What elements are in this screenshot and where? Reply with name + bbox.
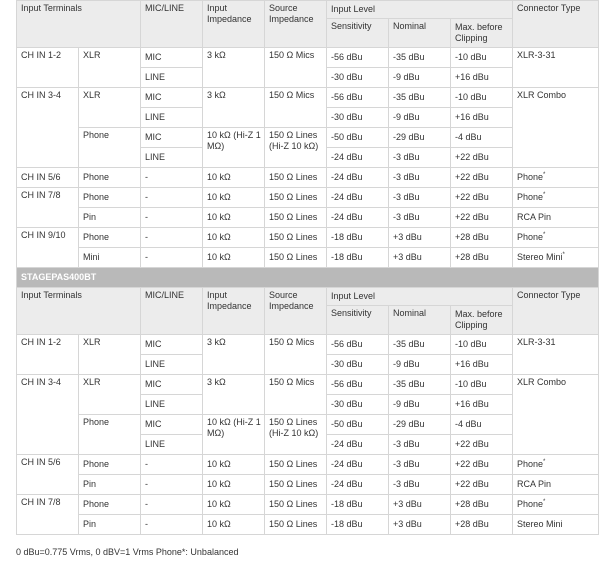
sensitivity-cell: -18 dBu: [327, 495, 389, 515]
source-impedance-cell: 150 Ω Lines: [265, 208, 327, 228]
nominal-cell: +3 dBu: [389, 228, 451, 248]
nominal-cell: -35 dBu: [389, 48, 451, 68]
mic-line-cell: LINE: [141, 355, 203, 375]
mic-line-cell: MIC: [141, 128, 203, 148]
mic-line-cell: -: [141, 188, 203, 208]
mic-line-cell: LINE: [141, 395, 203, 415]
input-impedance-cell: 10 kΩ: [203, 455, 265, 475]
nominal-cell: -3 dBu: [389, 208, 451, 228]
nominal-cell: -9 dBu: [389, 108, 451, 128]
header-input-level: Input Level: [327, 1, 513, 19]
header-row: [17, 1, 599, 19]
source-impedance-cell: 150 Ω Lines: [265, 168, 327, 188]
mic-line-cell: MIC: [141, 48, 203, 68]
nominal-cell: -3 dBu: [389, 475, 451, 495]
table-row: [17, 515, 599, 535]
table-row: [17, 208, 599, 228]
source-impedance-cell: 150 Ω Mics: [265, 48, 327, 88]
sensitivity-cell: -24 dBu: [327, 455, 389, 475]
connector-label: RCA Pin: [517, 479, 552, 489]
input-impedance-cell: 10 kΩ: [203, 188, 265, 208]
terminal-cell: XLR: [79, 375, 141, 415]
terminal-cell: Pin: [79, 515, 141, 535]
sensitivity-cell: -56 dBu: [327, 88, 389, 108]
channel-cell: CH IN 3-4: [17, 375, 79, 455]
source-impedance-cell: 150 Ω Lines: [265, 228, 327, 248]
source-impedance-cell: 150 Ω Lines: [265, 248, 327, 268]
nominal-cell: -35 dBu: [389, 375, 451, 395]
header-nominal: Nominal: [389, 306, 451, 335]
header-input-terminals: Input Terminals: [17, 288, 141, 335]
connector-cell: [513, 188, 599, 208]
max-clipping-cell: +22 dBu: [451, 455, 513, 475]
table-row: [17, 248, 599, 268]
table-row: [17, 375, 599, 395]
terminal-cell: XLR: [79, 88, 141, 128]
max-clipping-cell: +22 dBu: [451, 475, 513, 495]
sensitivity-cell: -24 dBu: [327, 168, 389, 188]
header-input-impedance: Input Impedance: [203, 288, 265, 335]
terminal-cell: Phone: [79, 455, 141, 475]
max-clipping-cell: -4 dBu: [451, 415, 513, 435]
input-impedance-cell: 10 kΩ (Hi-Z 1 MΩ): [203, 415, 265, 455]
input-impedance-cell: 10 kΩ: [203, 208, 265, 228]
nominal-cell: -3 dBu: [389, 168, 451, 188]
section-header-row: [17, 268, 599, 288]
sensitivity-cell: -50 dBu: [327, 128, 389, 148]
header-max-before-clipping: Max. before Clipping: [451, 306, 513, 335]
sensitivity-cell: -24 dBu: [327, 475, 389, 495]
header-connector-type: Connector Type: [513, 288, 599, 335]
terminal-cell: Pin: [79, 208, 141, 228]
footnote-marker: *: [543, 232, 546, 238]
nominal-cell: +3 dBu: [389, 515, 451, 535]
channel-cell: CH IN 3-4: [17, 88, 79, 168]
mic-line-cell: MIC: [141, 88, 203, 108]
max-clipping-cell: -10 dBu: [451, 335, 513, 355]
nominal-cell: -9 dBu: [389, 395, 451, 415]
nominal-cell: -35 dBu: [389, 88, 451, 108]
input-impedance-cell: 3 kΩ: [203, 88, 265, 128]
sensitivity-cell: -24 dBu: [327, 148, 389, 168]
channel-cell: CH IN 1-2: [17, 48, 79, 88]
mic-line-cell: LINE: [141, 108, 203, 128]
sensitivity-cell: -24 dBu: [327, 435, 389, 455]
source-impedance-cell: 150 Ω Lines (Hi-Z 10 kΩ): [265, 128, 327, 168]
nominal-cell: -9 dBu: [389, 355, 451, 375]
connector-label: Phone: [517, 232, 544, 242]
max-clipping-cell: -10 dBu: [451, 88, 513, 108]
footnote-marker: *: [543, 192, 546, 198]
connector-label: XLR-3-31: [517, 337, 556, 347]
table-row: [17, 495, 599, 515]
terminal-cell: Mini: [79, 248, 141, 268]
footnote-marker: *: [543, 459, 546, 465]
table-row: [17, 128, 599, 148]
connector-label: Phone: [517, 192, 544, 202]
input-impedance-cell: 3 kΩ: [203, 335, 265, 375]
max-clipping-cell: +28 dBu: [451, 228, 513, 248]
nominal-cell: -29 dBu: [389, 415, 451, 435]
terminal-cell: Phone: [79, 168, 141, 188]
mic-line-cell: -: [141, 248, 203, 268]
terminal-cell: Phone: [79, 228, 141, 248]
sensitivity-cell: -56 dBu: [327, 375, 389, 395]
header-sensitivity: Sensitivity: [327, 306, 389, 335]
sensitivity-cell: -30 dBu: [327, 68, 389, 88]
connector-cell: [513, 515, 599, 535]
mic-line-cell: MIC: [141, 335, 203, 355]
max-clipping-cell: +22 dBu: [451, 148, 513, 168]
max-clipping-cell: +16 dBu: [451, 68, 513, 88]
mic-line-cell: -: [141, 495, 203, 515]
connector-cell: [513, 48, 599, 88]
connector-label: RCA Pin: [517, 212, 552, 222]
max-clipping-cell: -10 dBu: [451, 48, 513, 68]
mic-line-cell: -: [141, 515, 203, 535]
nominal-cell: -35 dBu: [389, 335, 451, 355]
table-row: [17, 188, 599, 208]
connector-cell: [513, 335, 599, 375]
max-clipping-cell: +22 dBu: [451, 208, 513, 228]
table-row: [17, 415, 599, 435]
footnote-marker: *: [543, 499, 546, 505]
source-impedance-cell: 150 Ω Mics: [265, 88, 327, 128]
terminal-cell: XLR: [79, 48, 141, 88]
mic-line-cell: -: [141, 168, 203, 188]
sensitivity-cell: -24 dBu: [327, 188, 389, 208]
nominal-cell: -3 dBu: [389, 188, 451, 208]
connector-label: XLR Combo: [517, 377, 567, 387]
connector-label: XLR Combo: [517, 90, 567, 100]
nominal-cell: -3 dBu: [389, 455, 451, 475]
footnote-marker: *: [543, 172, 546, 178]
table-row: [17, 228, 599, 248]
table-row: [17, 88, 599, 108]
input-impedance-cell: 10 kΩ: [203, 248, 265, 268]
terminal-cell: Phone: [79, 495, 141, 515]
terminal-cell: Phone: [79, 128, 141, 168]
header-row-2: [17, 288, 599, 306]
source-impedance-cell: 150 Ω Mics: [265, 335, 327, 375]
mic-line-cell: LINE: [141, 148, 203, 168]
sensitivity-cell: -24 dBu: [327, 208, 389, 228]
header-max-before-clipping: Max. before Clipping: [451, 19, 513, 48]
header-source-impedance: Source Impedance: [265, 1, 327, 48]
max-clipping-cell: +16 dBu: [451, 395, 513, 415]
sensitivity-cell: -18 dBu: [327, 248, 389, 268]
max-clipping-cell: +22 dBu: [451, 435, 513, 455]
source-impedance-cell: 150 Ω Mics: [265, 375, 327, 415]
input-impedance-cell: 10 kΩ (Hi-Z 1 MΩ): [203, 128, 265, 168]
max-clipping-cell: +16 dBu: [451, 355, 513, 375]
connector-label: Phone: [517, 499, 544, 509]
nominal-cell: -3 dBu: [389, 148, 451, 168]
header-input-impedance: Input Impedance: [203, 1, 265, 48]
connector-cell: [513, 228, 599, 248]
max-clipping-cell: +28 dBu: [451, 515, 513, 535]
connector-label: XLR-3-31: [517, 50, 556, 60]
mic-line-cell: -: [141, 455, 203, 475]
connector-cell: [513, 475, 599, 495]
input-impedance-cell: 10 kΩ: [203, 515, 265, 535]
footnote-marker: *: [562, 252, 565, 258]
header-mic-line: MIC/LINE: [141, 1, 203, 48]
nominal-cell: +3 dBu: [389, 248, 451, 268]
connector-cell: [513, 375, 599, 455]
table-row: [17, 335, 599, 355]
footer-note: 0 dBu=0.775 Vrms, 0 dBV=1 Vrms Phone*: Unbalanced: [16, 547, 239, 557]
source-impedance-cell: 150 Ω Lines (Hi-Z 10 kΩ): [265, 415, 327, 455]
connector-cell: [513, 168, 599, 188]
channel-cell: CH IN 7/8: [17, 495, 79, 535]
max-clipping-cell: -10 dBu: [451, 375, 513, 395]
mic-line-cell: -: [141, 475, 203, 495]
input-impedance-cell: 10 kΩ: [203, 475, 265, 495]
max-clipping-cell: -4 dBu: [451, 128, 513, 148]
header-source-impedance: Source Impedance: [265, 288, 327, 335]
sensitivity-cell: -18 dBu: [327, 228, 389, 248]
input-impedance-cell: 3 kΩ: [203, 48, 265, 88]
source-impedance-cell: 150 Ω Lines: [265, 495, 327, 515]
connector-label: Phone: [517, 172, 544, 182]
max-clipping-cell: +28 dBu: [451, 495, 513, 515]
max-clipping-cell: +22 dBu: [451, 188, 513, 208]
connector-cell: [513, 208, 599, 228]
mic-line-cell: -: [141, 208, 203, 228]
connector-cell: [513, 495, 599, 515]
mic-line-cell: -: [141, 228, 203, 248]
sensitivity-cell: -56 dBu: [327, 48, 389, 68]
source-impedance-cell: 150 Ω Lines: [265, 188, 327, 208]
max-clipping-cell: +22 dBu: [451, 168, 513, 188]
terminal-cell: Pin: [79, 475, 141, 495]
spec-table: [16, 0, 599, 535]
max-clipping-cell: +16 dBu: [451, 108, 513, 128]
connector-label: Phone: [517, 459, 544, 469]
table-row: [17, 48, 599, 68]
sensitivity-cell: -30 dBu: [327, 395, 389, 415]
terminal-cell: XLR: [79, 335, 141, 375]
mic-line-cell: MIC: [141, 375, 203, 395]
source-impedance-cell: 150 Ω Lines: [265, 475, 327, 495]
connector-label: Stereo Mini: [517, 252, 563, 262]
header-input-terminals: Input Terminals: [17, 1, 141, 48]
nominal-cell: -3 dBu: [389, 435, 451, 455]
channel-cell: CH IN 5/6: [17, 455, 79, 495]
input-impedance-cell: 3 kΩ: [203, 375, 265, 415]
header-connector-type: Connector Type: [513, 1, 599, 48]
sensitivity-cell: -30 dBu: [327, 108, 389, 128]
sensitivity-cell: -56 dBu: [327, 335, 389, 355]
nominal-cell: -9 dBu: [389, 68, 451, 88]
connector-cell: [513, 455, 599, 475]
input-impedance-cell: 10 kΩ: [203, 495, 265, 515]
sensitivity-cell: -18 dBu: [327, 515, 389, 535]
input-impedance-cell: 10 kΩ: [203, 168, 265, 188]
table-row: [17, 455, 599, 475]
header-nominal: Nominal: [389, 19, 451, 48]
mic-line-cell: LINE: [141, 435, 203, 455]
nominal-cell: -29 dBu: [389, 128, 451, 148]
connector-cell: [513, 248, 599, 268]
connector-cell: [513, 88, 599, 168]
header-sensitivity: Sensitivity: [327, 19, 389, 48]
mic-line-cell: MIC: [141, 415, 203, 435]
channel-cell: CH IN 1-2: [17, 335, 79, 375]
table-row: [17, 475, 599, 495]
channel-cell: CH IN 5/6: [17, 168, 79, 188]
header-input-level: Input Level: [327, 288, 513, 306]
source-impedance-cell: 150 Ω Lines: [265, 515, 327, 535]
input-impedance-cell: 10 kΩ: [203, 228, 265, 248]
sensitivity-cell: -50 dBu: [327, 415, 389, 435]
max-clipping-cell: +28 dBu: [451, 248, 513, 268]
channel-cell: CH IN 9/10: [17, 228, 79, 268]
terminal-cell: Phone: [79, 188, 141, 208]
sensitivity-cell: -30 dBu: [327, 355, 389, 375]
nominal-cell: +3 dBu: [389, 495, 451, 515]
table-row: [17, 168, 599, 188]
mic-line-cell: LINE: [141, 68, 203, 88]
terminal-cell: Phone: [79, 415, 141, 455]
header-mic-line: MIC/LINE: [141, 288, 203, 335]
connector-label: Stereo Mini: [517, 519, 563, 529]
channel-cell: CH IN 7/8: [17, 188, 79, 228]
source-impedance-cell: 150 Ω Lines: [265, 455, 327, 475]
section-title: STAGEPAS400BT: [17, 268, 599, 288]
